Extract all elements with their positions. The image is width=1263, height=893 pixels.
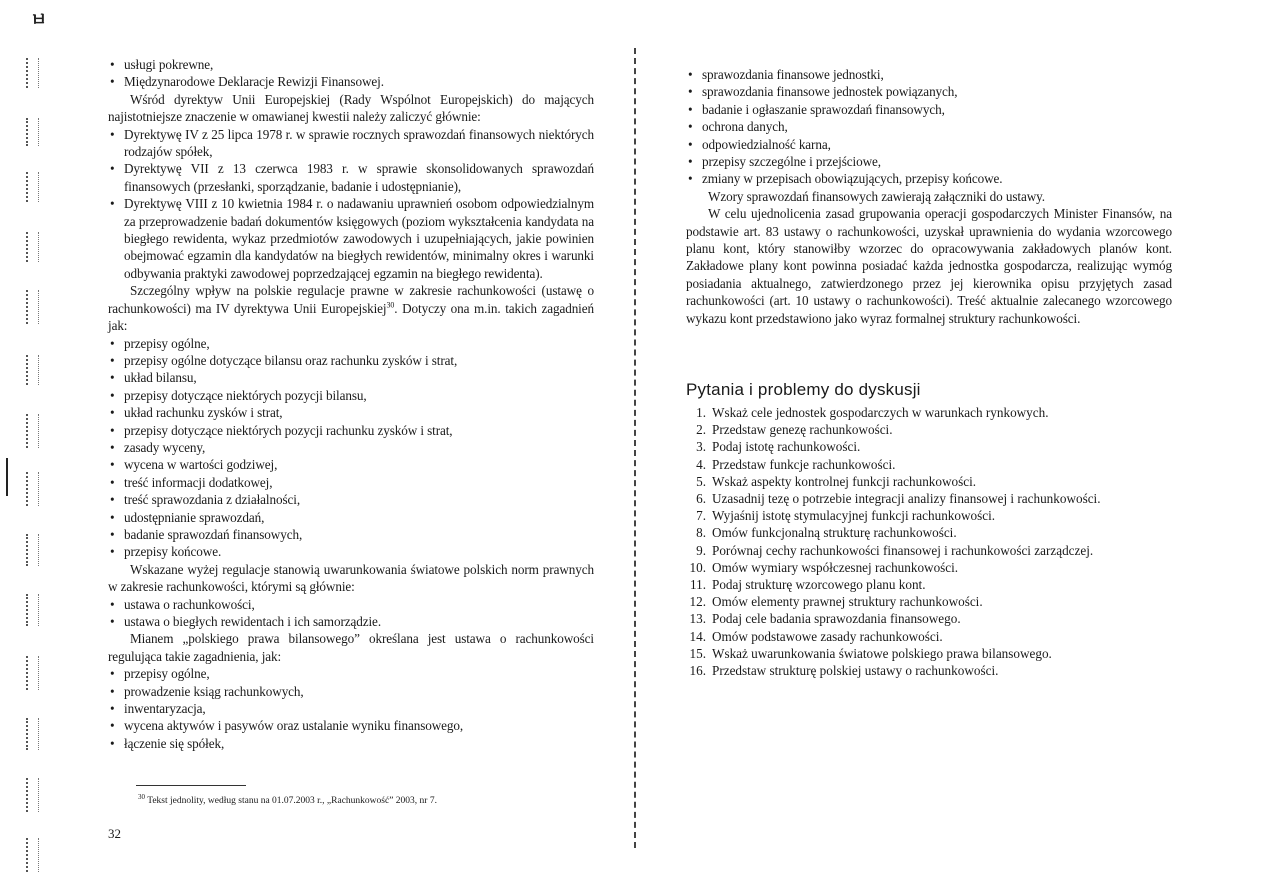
footnote bbox=[138, 792, 598, 807]
list-item: • Dyrektywę IV z 25 lipca 1978 r. w sprawie rocznych sprawozdań finansowych niektórych rodzajów spółek, bbox=[108, 126, 594, 161]
list-item: • Dyrektywę VIII z 10 kwietnia 1984 r. o nadawaniu uprawnień osobom odpowiedzialnym za przeprowadzenie badań dokumentów księgowych (poziom wykształcenia kandydata na biegłego rewidenta, wykaz przedmiotów zawodowych i uzupełniających, jakie powinien obejmować egzamin dla kandydatów na biegłych rewidentów, minimalny okres i warunki odbywania praktyki zawodowej poprzedzającej egzamin na biegłego rewidenta). bbox=[108, 195, 594, 282]
list-item: • przepisy dotyczące niektórych pozycji rachunku zysków i strat, bbox=[108, 422, 594, 439]
list-item: • udostępnianie sprawozdań, bbox=[108, 509, 594, 526]
paragraph-impact-before: Szczególny wpływ na polskie regulacje prawne w zakresie rachunkowości (ustawę o rachunkowości) ma IV dyrektywa Unii Europejskiej bbox=[108, 283, 594, 316]
list-item: • przepisy ogólne, bbox=[108, 665, 594, 682]
question-number: 12. bbox=[689, 594, 706, 610]
list-item: • przepisy ogólne, bbox=[108, 335, 594, 352]
question-item bbox=[686, 593, 1186, 610]
binding-mark bbox=[26, 232, 39, 262]
question-item bbox=[686, 662, 1186, 679]
binding-glyph: ㅂ bbox=[30, 10, 48, 31]
list-item: • łączenie się spółek, bbox=[108, 735, 594, 752]
question-text: Omów elementy prawnej struktury rachunkowości. bbox=[712, 594, 983, 610]
list-item: • przepisy dotyczące niektórych pozycji bilansu, bbox=[108, 387, 594, 404]
laws-list bbox=[108, 596, 594, 631]
question-number: 11. bbox=[690, 577, 706, 593]
paragraph-templates: Wzory sprawozdań finansowych zawierają załączniki do ustawy. bbox=[708, 188, 1045, 204]
list-item: • sprawozdania finansowe jednostki, bbox=[686, 66, 1172, 83]
list-item: • inwentaryzacja, bbox=[108, 700, 594, 717]
list-item: • ustawa o rachunkowości, bbox=[108, 596, 594, 613]
ustawa-scope-list bbox=[686, 66, 1172, 188]
question-item bbox=[686, 438, 1186, 455]
question-number: 5. bbox=[696, 473, 706, 489]
questions-list bbox=[686, 404, 1186, 679]
question-item bbox=[686, 456, 1186, 473]
question-item bbox=[686, 421, 1186, 438]
section-heading: Pytania i problemy do dyskusji bbox=[686, 380, 921, 400]
binding-mark bbox=[26, 778, 39, 812]
list-item: • badanie i ogłaszanie sprawozdań finansowych, bbox=[686, 101, 1172, 118]
binding-mark bbox=[26, 414, 39, 448]
question-item bbox=[686, 507, 1186, 524]
binding-mark bbox=[26, 594, 39, 626]
question-item bbox=[686, 404, 1186, 421]
binding-mark bbox=[26, 534, 39, 566]
question-text: Przedstaw strukturę polskiej ustawy o rachunkowości. bbox=[712, 663, 999, 679]
question-text: Wyjaśnij istotę stymulacyjnej funkcji rachunkowości. bbox=[712, 508, 996, 524]
question-text: Omów funkcjonalną strukturę rachunkowości. bbox=[712, 525, 957, 541]
book-binding bbox=[0, 0, 48, 893]
binding-mark bbox=[26, 472, 39, 506]
list-item: • odpowiedzialność karna, bbox=[686, 136, 1172, 153]
list-item: • wycena aktywów i pasywów oraz ustalanie wyniku finansowego, bbox=[108, 717, 594, 734]
list-item: • układ rachunku zysków i strat, bbox=[108, 404, 594, 421]
list-item: • ochrona danych, bbox=[686, 118, 1172, 135]
question-number: 8. bbox=[696, 525, 706, 541]
question-number: 3. bbox=[696, 439, 706, 455]
binding-mark bbox=[26, 355, 39, 385]
question-text: Podaj strukturę wzorcowego planu kont. bbox=[712, 577, 926, 593]
list-item: • treść sprawozdania z działalności, bbox=[108, 491, 594, 508]
page-gutter bbox=[634, 48, 636, 848]
page-number: 32 bbox=[108, 826, 121, 841]
question-item bbox=[686, 645, 1186, 662]
list-item: • Międzynarodowe Deklaracje Rewizji Finansowej. bbox=[108, 73, 594, 90]
question-text: Omów podstawowe zasady rachunkowości. bbox=[712, 628, 943, 644]
binding-mark bbox=[26, 118, 39, 146]
question-item bbox=[686, 610, 1186, 627]
question-text: Podaj cele badania sprawozdania finansowego. bbox=[712, 611, 961, 627]
question-number: 13. bbox=[689, 611, 706, 627]
footnote-divider bbox=[136, 785, 246, 786]
left-page-body bbox=[108, 56, 594, 752]
list-item: • ustawa o biegłych rewidentach i ich samorządzie. bbox=[108, 613, 594, 630]
question-number: 7. bbox=[696, 508, 706, 524]
question-item bbox=[686, 524, 1186, 541]
list-item: • układ bilansu, bbox=[108, 369, 594, 386]
list-item: • usługi pokrewne, bbox=[108, 56, 594, 73]
balance-issues-list bbox=[108, 665, 594, 752]
issues-list bbox=[108, 335, 594, 561]
binding-mark bbox=[26, 718, 39, 750]
binding-tick bbox=[6, 458, 8, 496]
list-item: • badanie sprawozdań finansowych, bbox=[108, 526, 594, 543]
binding-mark bbox=[26, 656, 39, 690]
directives-list bbox=[108, 126, 594, 283]
question-item bbox=[686, 542, 1186, 559]
footnote-number: 30 bbox=[138, 792, 145, 801]
question-text: Omów wymiary współczesnej rachunkowości. bbox=[712, 559, 959, 575]
list-item: • wycena w wartości godziwej, bbox=[108, 456, 594, 473]
question-item bbox=[686, 628, 1186, 645]
paragraph-directives: Wśród dyrektyw Unii Europejskiej (Rady Wspólnot Europejskich) do mających najistotniejsze znaczenie w omawianej kwestii należy zaliczyć głównie: bbox=[108, 91, 594, 125]
question-text: Przedstaw genezę rachunkowości. bbox=[712, 422, 893, 438]
question-item bbox=[686, 490, 1186, 507]
paragraph-impact bbox=[108, 282, 594, 334]
question-number: 4. bbox=[696, 456, 706, 472]
paragraph-balance-law: Mianem „polskiego prawa bilansowego” określana jest ustawa o rachunkowości regulująca takie zagadnienia, jak: bbox=[108, 631, 594, 664]
question-number: 2. bbox=[696, 422, 706, 438]
question-text: Wskaż aspekty kontrolnej funkcji rachunkowości. bbox=[712, 473, 977, 489]
footnote-text: Tekst jednolity, według stanu na 01.07.2003 r., „Rachunkowość” 2003, nr 7. bbox=[145, 796, 437, 806]
binding-mark bbox=[26, 58, 39, 88]
paragraph-impact-after: . Dotyczy ona m.in. takich zagadnień jak: bbox=[108, 300, 594, 334]
question-text: Porównaj cechy rachunkowości finansowej i rachunkowości zarządczej. bbox=[712, 542, 1094, 558]
list-item: • zmiany w przepisach obowiązujących, przepisy końcowe. bbox=[686, 170, 1172, 187]
list-item: • zasady wyceny, bbox=[108, 439, 594, 456]
question-number: 9. bbox=[696, 542, 706, 558]
question-number: 14. bbox=[689, 628, 706, 644]
list-item: • prowadzenie ksiąg rachunkowych, bbox=[108, 683, 594, 700]
question-text: Wskaż uwarunkowania światowe polskiego prawa bilansowego. bbox=[712, 645, 1052, 661]
bullet-list-top bbox=[108, 56, 594, 91]
binding-mark bbox=[26, 172, 39, 202]
question-number: 15. bbox=[689, 645, 706, 661]
footnote-ref: 30 bbox=[386, 300, 395, 310]
binding-mark bbox=[26, 290, 39, 324]
question-number: 6. bbox=[696, 491, 706, 507]
binding-mark bbox=[26, 838, 39, 872]
question-text: Podaj istotę rachunkowości. bbox=[712, 439, 861, 455]
right-page-body bbox=[686, 66, 1172, 327]
question-item bbox=[686, 473, 1186, 490]
question-text: Przedstaw funkcje rachunkowości. bbox=[712, 456, 896, 472]
list-item: • Dyrektywę VII z 13 czerwca 1983 r. w sprawie skonsolidowanych sprawozdań finansowych (przesłanki, sporządzanie, badanie i udostępnianie), bbox=[108, 160, 594, 195]
paragraph-regulations: Wskazane wyżej regulacje stanowią uwarunkowania światowe polskich norm prawnych w zakresie rachunkowości, którymi są głównie: bbox=[108, 561, 594, 595]
question-item bbox=[686, 559, 1186, 576]
list-item: • przepisy szczególne i przejściowe, bbox=[686, 153, 1172, 170]
question-text: Wskaż cele jednostek gospodarczych w warunkach rynkowych. bbox=[712, 405, 1049, 420]
paragraph-chart-of-accounts: W celu ujednolicenia zasad grupowania operacji gospodarczych Minister Finansów, na podstawie art. 83 ustawy o rachunkowości, uzyskał uprawnienia do wydania wzorcowego planu kont, który stanowiłby wzorzec do opracowywania zakładowych planów kont. Zakładowe plany kont powinna posiadać każda jednostka gospodarcza, realizując wymóg posiadania aktualnego, zatwierdzonego przez jej kierownika opisu przyjętych zasad rachunkowości (art. 10 ustawy o rachunkowości). Treść aktualnie zalecanego wzorcowego wykazu kont przedstawiono jako wyraz formalnej struktury rachunkowości. bbox=[686, 206, 1172, 326]
question-item bbox=[686, 576, 1186, 593]
list-item: • przepisy ogólne dotyczące bilansu oraz rachunku zysków i strat, bbox=[108, 352, 594, 369]
list-item: • przepisy końcowe. bbox=[108, 543, 594, 560]
question-number: 10. bbox=[689, 559, 706, 575]
question-number: 1. bbox=[696, 405, 706, 420]
question-number: 16. bbox=[689, 663, 706, 679]
list-item: • sprawozdania finansowe jednostek powiązanych, bbox=[686, 83, 1172, 100]
question-text: Uzasadnij tezę o potrzebie integracji analizy finansowej i rachunkowości. bbox=[712, 491, 1101, 507]
list-item: • treść informacji dodatkowej, bbox=[108, 474, 594, 491]
